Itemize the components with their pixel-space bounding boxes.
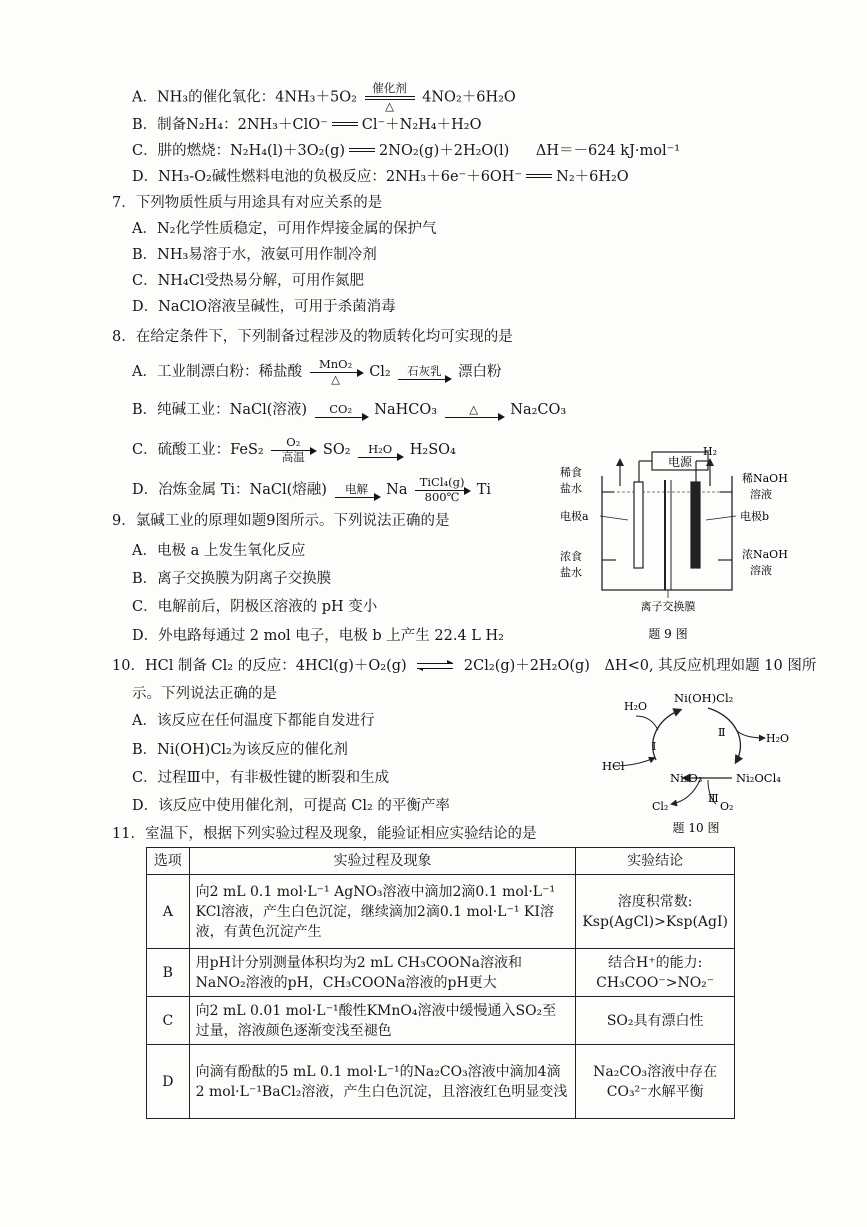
q6-c-right: 2NO₂(g)＋2H₂O(l) (379, 143, 510, 159)
q7-stem: 7．下列物质性质与用途具有对应关系的是 (112, 195, 383, 211)
table-row (147, 949, 735, 997)
power-label: 电源 (667, 455, 693, 469)
q8-a-c2-top: 石灰乳 (407, 363, 442, 378)
experiment-table (146, 847, 735, 1119)
q7-option-d: D．NaClO溶液呈碱性，可用于杀菌消毒 (132, 299, 396, 315)
table-header-row (147, 848, 735, 875)
conclusion-line-1: 结合H⁺的能力: (608, 954, 703, 971)
niohcl2-label: Ni(OH)Cl₂ (674, 691, 734, 705)
q6-a-condition (365, 82, 415, 113)
ni2o3-label: Ni₂O₃ (670, 771, 703, 785)
row-conclusion (576, 1045, 735, 1119)
q9-stem: 9．氯碱工业的原理如题9图所示。下列说法正确的是 (112, 513, 450, 529)
membrane-label: 离子交换膜 (640, 600, 696, 613)
table-row (147, 1045, 735, 1119)
q8-b-mid: NaHCO₃ (374, 402, 438, 418)
q10-option-c: C．过程Ⅲ中，有非极性键的断裂和生成 (132, 770, 390, 786)
q7-option-a: A．N₂化学性质稳定，可用作焊接金属的保护气 (132, 221, 437, 237)
row-process: 向2 mL 0.01 mol·L⁻¹酸性KMnO₄溶液中缓慢通入SO₂至过量，溶液颜色逐渐变浅至褪色 (189, 997, 576, 1045)
q11-stem: 11．室温下，根据下列实验过程及现象，能验证相应实验结论的是 (112, 826, 537, 842)
q6-d-right: N₂＋6H₂O (556, 169, 629, 185)
step-iii-label: Ⅲ (708, 792, 719, 805)
cl2-label: Cl₂ (652, 800, 669, 813)
q7-option-b: B．NH₃易溶于水，液氨可用作制冷剂 (132, 247, 377, 263)
step-i-label: Ⅰ (652, 740, 657, 753)
q8-c-c1-top: O₂ (286, 435, 301, 449)
q9-option-d: D．外电路每通过 2 mol 电子，电极 b 上产生 22.4 L H₂ (132, 628, 504, 644)
row-process: 向滴有酚酞的5 mL 0.1 mol·L⁻¹的Na₂CO₃溶液中滴加4滴2 mol·L⁻¹BaCl₂溶液，产生白色沉淀，且溶液红色明显变浅 (189, 1045, 576, 1119)
ni2ocl4-label: Ni₂OCl₄ (736, 771, 781, 785)
right-top-label-2: 溶液 (750, 488, 772, 501)
q10-stem-left: 10．HCl 制备 Cl₂ 的反应：4HCl(g)＋O₂(g) (112, 658, 407, 674)
q8-stem: 8．在给定条件下，下列制备过程涉及的物质转化均可实现的是 (112, 329, 513, 345)
row-process: 向2 mL 0.1 mol·L⁻¹ AgNO₃溶液中滴加2滴0.1 mol·L⁻¹ KCl溶液，产生白色沉淀，继续滴加2滴0.1 mol·L⁻¹ KI溶液，有黄色沉淀产生 (189, 875, 576, 949)
right-top-label-1: 稀NaOH (742, 472, 788, 485)
q9-option-b: B．离子交换膜为阴离子交换膜 (132, 571, 332, 587)
q8-b-prefix: B．纯碱工业：NaCl(溶液) (132, 402, 308, 418)
q8-d-mid: Na (386, 482, 408, 498)
q10-option-b: B．Ni(OH)Cl₂为该反应的催化剂 (132, 742, 348, 758)
q8-c-mid: SO₂ (322, 442, 351, 458)
q9-electrolysis-figure (560, 440, 800, 645)
electrode-b-label: 电极b (740, 510, 770, 523)
q8-d-c2-top: TiCl₄(g) (419, 475, 465, 489)
h2-label: H₂ (702, 445, 718, 458)
conclusion-line-2: CH₃COO⁻>NO₂⁻ (596, 974, 715, 991)
q8-c-c2-top: H₂O (368, 441, 393, 456)
q8-option-a (132, 358, 501, 386)
q6-option-c (132, 141, 680, 161)
q8-option-c (132, 436, 456, 464)
q10-stem-line1 (112, 656, 816, 676)
row-option: C (147, 997, 190, 1045)
conclusion-line-1: SO₂具有漂白性 (606, 1012, 704, 1029)
q10-stem-right: 2Cl₂(g)＋2H₂O(g) ΔH<0, 其反应机理如题 10 图所 (463, 658, 817, 674)
q8-a-mid: Cl₂ (369, 364, 391, 380)
q6-a-cond-top: 催化剂 (372, 81, 407, 95)
electrode-a-label: 电极a (560, 510, 589, 523)
q9-option-a: A．电极 a 上发生氧化反应 (132, 543, 306, 559)
reversible-arrow-icon (417, 661, 453, 671)
q6-a-prefix: A．NH₃的催化氧化：4NH₃＋5O₂ (132, 89, 357, 106)
h2o-right-label: H₂O (766, 732, 790, 745)
q8-c-prefix: C．硫酸工业：FeS₂ (132, 442, 264, 458)
h2o-top-label: H₂O (624, 700, 648, 713)
q8-d-c2-bot: 800℃ (424, 490, 460, 504)
row-conclusion (576, 875, 735, 949)
o2-label: O₂ (720, 800, 734, 813)
q6-b-right: Cl⁻＋N₂H₄＋H₂O (361, 117, 482, 133)
header-conclusion: 实验结论 (576, 848, 735, 875)
q8-a-prefix: A．工业制漂白粉：稀盐酸 (132, 364, 302, 380)
q6-a-suffix: 4NO₂＋6H₂O (422, 89, 516, 106)
q10-option-d: D．该反应中使用催化剂，可提高 Cl₂ 的平衡产率 (132, 798, 450, 814)
q8-d-c1-top: 电解 (345, 481, 369, 496)
q8-b-suffix: Na₂CO₃ (510, 402, 567, 418)
q8-a-c1-bot: △ (331, 372, 341, 386)
row-process: 用pH计分别测量体积均为2 mL CH₃COONa溶液和NaNO₂溶液的pH，CH₃COONa溶液的pH更大 (189, 949, 576, 997)
q7-option-c: C．NH₄Cl受热易分解，可用作氮肥 (132, 273, 364, 289)
q6-a-cond-bot: △ (385, 99, 394, 113)
q6-d-left: D．NH₃-O₂碱性燃料电池的负极反应：2NH₃＋6e⁻＋6OH⁻ (132, 169, 523, 185)
q6-option-a (132, 82, 516, 113)
header-process: 实验过程及现象 (189, 848, 576, 875)
row-option: D (147, 1045, 190, 1119)
q6-option-d (132, 167, 629, 187)
q8-c-suffix: H₂SO₄ (409, 442, 456, 458)
q8-b-c1-top: CO₂ (329, 401, 353, 416)
q10-stem-line2: 示。下列说法正确的是 (132, 686, 277, 702)
row-conclusion (576, 997, 735, 1045)
left-bottom-label-1: 浓食 (560, 550, 582, 563)
q9-figure-caption: 题 9 图 (648, 627, 688, 641)
conclusion-line-1: 溶度积常数: (617, 893, 693, 910)
q8-b-c2-top: △ (469, 401, 479, 416)
left-top-label-2: 盐水 (560, 482, 582, 495)
table-row (147, 997, 735, 1045)
q8-d-prefix: D．冶炼金属 Ti：NaCl(熔融) (132, 482, 327, 498)
q6-c-dh: ΔH＝－624 kJ·mol⁻¹ (535, 143, 681, 159)
hcl-label: HCl (602, 759, 625, 773)
q8-option-d (132, 476, 491, 504)
q10-figure-caption: 题 10 图 (672, 821, 720, 835)
q8-c-c1-bot: 高温 (281, 450, 305, 464)
row-option: A (147, 875, 190, 949)
right-bottom-label-2: 溶液 (750, 564, 772, 577)
row-conclusion (576, 949, 735, 997)
q10-option-a: A．该反应在任何温度下都能自发进行 (132, 713, 375, 729)
q8-d-suffix: Ti (476, 482, 492, 498)
q6-c-left: C．肼的燃烧：N₂H₄(l)＋3O₂(g) (132, 143, 346, 159)
q6-b-left: B．制备N₂H₄：2NH₃＋ClO⁻ (132, 117, 328, 133)
q8-a-c1-top: MnO₂ (318, 357, 353, 371)
q10-mechanism-figure (596, 680, 796, 835)
table-row (147, 875, 735, 949)
q8-a-suffix: 漂白粉 (457, 364, 502, 380)
conclusion-line-2: CO₃²⁻水解平衡 (606, 1083, 704, 1100)
header-option: 选项 (147, 848, 190, 875)
step-ii-label: Ⅱ (718, 726, 726, 739)
q8-option-b (132, 400, 566, 420)
row-option: B (147, 949, 190, 997)
left-bottom-label-2: 盐水 (560, 566, 582, 579)
left-top-label-1: 稀食 (560, 466, 582, 479)
right-bottom-label-1: 浓NaOH (742, 548, 788, 561)
conclusion-line-2: Ksp(AgCl)>Ksp(AgI) (582, 913, 728, 930)
q9-option-c: C．电解前后，阴极区溶液的 pH 变小 (132, 599, 378, 615)
conclusion-line-1: Na₂CO₃溶液中存在 (593, 1063, 718, 1080)
q6-option-b (132, 115, 481, 135)
